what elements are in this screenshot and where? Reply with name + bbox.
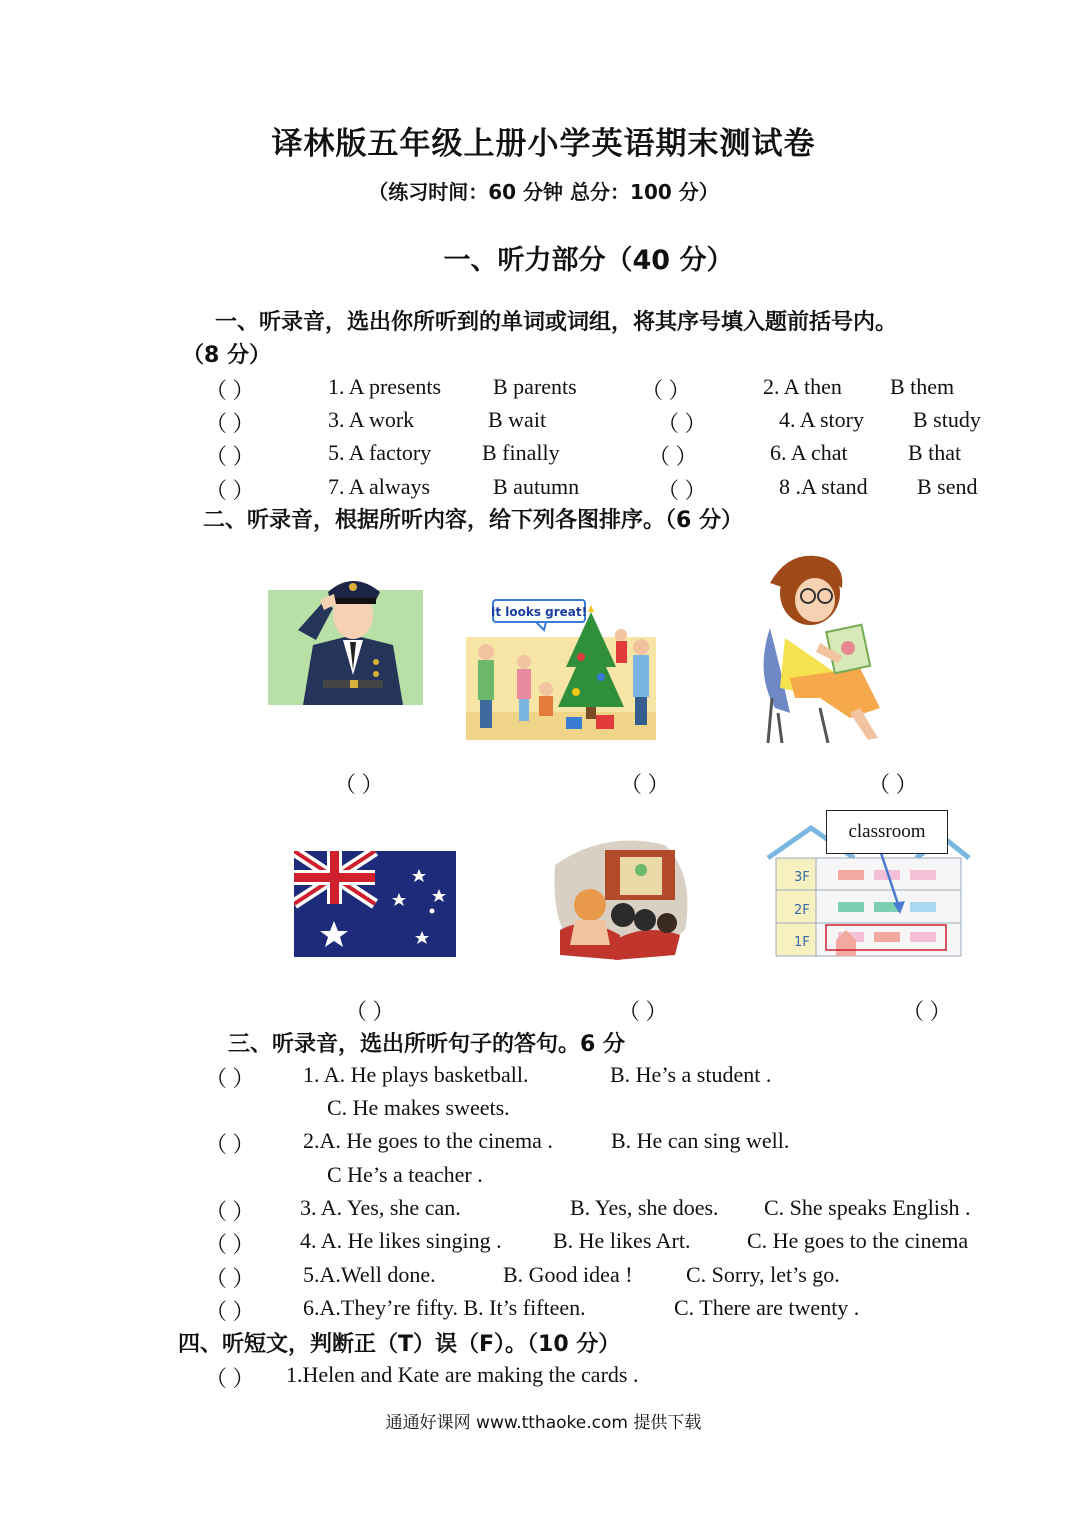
speech-bubble-text: It looks great! xyxy=(490,605,588,619)
answer-blank[interactable]: （ ） xyxy=(641,378,691,403)
answer-blank[interactable]: （ ） xyxy=(205,1266,255,1291)
option-b: B. Good idea ! xyxy=(503,1262,633,1287)
answer-blank[interactable]: （ ） xyxy=(205,444,255,469)
option-b: B send xyxy=(917,474,978,499)
girl-reading-image xyxy=(750,548,885,743)
option-b: B. He likes Art. xyxy=(553,1228,691,1253)
option-a: 5. A factory xyxy=(328,440,432,465)
section3-heading: 三、听录音，选出所听句子的答句。6 分 xyxy=(228,1032,625,1057)
option-c: C He’s a teacher . xyxy=(327,1162,483,1187)
option-a: 2.A. He goes to the cinema . xyxy=(303,1128,553,1153)
cinema-image xyxy=(545,835,693,960)
section4-heading: 四、听短文，判断正（T）误（F）。（10 分） xyxy=(178,1332,621,1357)
section1-heading: 一、听录音，选出你所听到的单词或词组，将其序号填入题前括号内。 xyxy=(215,310,898,335)
option-a: 7. A always xyxy=(328,474,431,499)
answer-blank[interactable]: （ ） xyxy=(334,772,384,797)
option-a: 4. A story xyxy=(779,407,864,432)
option-a: 3. A. Yes, she can. xyxy=(300,1195,461,1220)
answer-blank[interactable]: （ ） xyxy=(648,444,698,469)
page-title: 译林版五年级上册小学英语期末测试卷 xyxy=(271,126,816,162)
option-a: 1. A presents xyxy=(328,374,442,399)
option-b: B wait xyxy=(488,407,547,432)
option-c: C. He makes sweets. xyxy=(327,1095,510,1120)
footer-text: 通通好课网 www.tthaoke.com 提供下载 xyxy=(385,1413,702,1433)
option-b: B parents xyxy=(493,374,577,399)
answer-blank[interactable]: （ ） xyxy=(620,772,670,797)
answer-blank[interactable]: （ ） xyxy=(618,999,668,1024)
option-b: B autumn xyxy=(493,474,580,499)
option-c: C. There are twenty . xyxy=(674,1295,860,1320)
statement: 1.Helen and Kate are making the cards . xyxy=(286,1362,639,1387)
option-b: B. He can sing well. xyxy=(611,1128,790,1153)
floor-3f-label: 3F xyxy=(794,870,810,885)
option-a: 1. A. He plays basketball. xyxy=(303,1062,529,1087)
answer-blank[interactable]: （ ） xyxy=(868,772,918,797)
option-c: C. She speaks English . xyxy=(764,1195,971,1220)
option-c: C. He goes to the cinema xyxy=(747,1228,969,1253)
floor-1f-label: 1F xyxy=(794,935,810,950)
christmas-party-image xyxy=(466,597,656,740)
option-a: 5.A.Well done. xyxy=(303,1262,436,1287)
option-a: 4. A. He likes singing . xyxy=(300,1228,502,1253)
answer-blank[interactable]: （ ） xyxy=(345,999,395,1024)
option-a: 3. A work xyxy=(328,407,415,432)
school-building-image xyxy=(766,810,971,960)
answer-blank[interactable]: （ ） xyxy=(657,411,707,436)
australia-flag-image xyxy=(294,851,456,957)
answer-blank[interactable]: （ ） xyxy=(902,999,952,1024)
answer-blank[interactable]: （ ） xyxy=(657,478,707,503)
answer-blank[interactable]: （ ） xyxy=(205,1299,255,1324)
answer-blank[interactable]: （ ） xyxy=(205,1132,255,1157)
classroom-label: classroom xyxy=(826,810,948,854)
answer-blank[interactable]: （ ） xyxy=(205,1232,255,1257)
option-c: C. Sorry, let’s go. xyxy=(686,1262,840,1287)
answer-blank[interactable]: （ ） xyxy=(205,411,255,436)
police-officer-image xyxy=(268,560,423,705)
option-a: 6.A.They’re fifty. B. It’s fifteen. xyxy=(303,1295,586,1320)
answer-blank[interactable]: （ ） xyxy=(205,378,255,403)
floor-2f-label: 2F xyxy=(794,903,810,918)
option-b: B finally xyxy=(482,440,560,465)
option-b: B that xyxy=(908,440,962,465)
section1-heading-score: （8 分） xyxy=(182,343,271,368)
answer-blank[interactable]: （ ） xyxy=(205,1366,255,1391)
part-heading: 一、听力部分（40 分） xyxy=(443,245,734,276)
option-b: B. He’s a student . xyxy=(610,1062,772,1087)
option-b: B them xyxy=(890,374,955,399)
option-a: 8 .A stand xyxy=(779,474,868,499)
answer-blank[interactable]: （ ） xyxy=(205,1066,255,1091)
option-a: 6. A chat xyxy=(770,440,848,465)
page-subtitle: （练习时间：60 分钟 总分：100 分） xyxy=(368,180,719,204)
option-a: 2. A then xyxy=(763,374,842,399)
section2-heading: 二、听录音，根据所听内容，给下列各图排序。（6 分） xyxy=(203,508,743,533)
option-b: B. Yes, she does. xyxy=(570,1195,719,1220)
answer-blank[interactable]: （ ） xyxy=(205,478,255,503)
option-b: B study xyxy=(913,407,981,432)
answer-blank[interactable]: （ ） xyxy=(205,1199,255,1224)
